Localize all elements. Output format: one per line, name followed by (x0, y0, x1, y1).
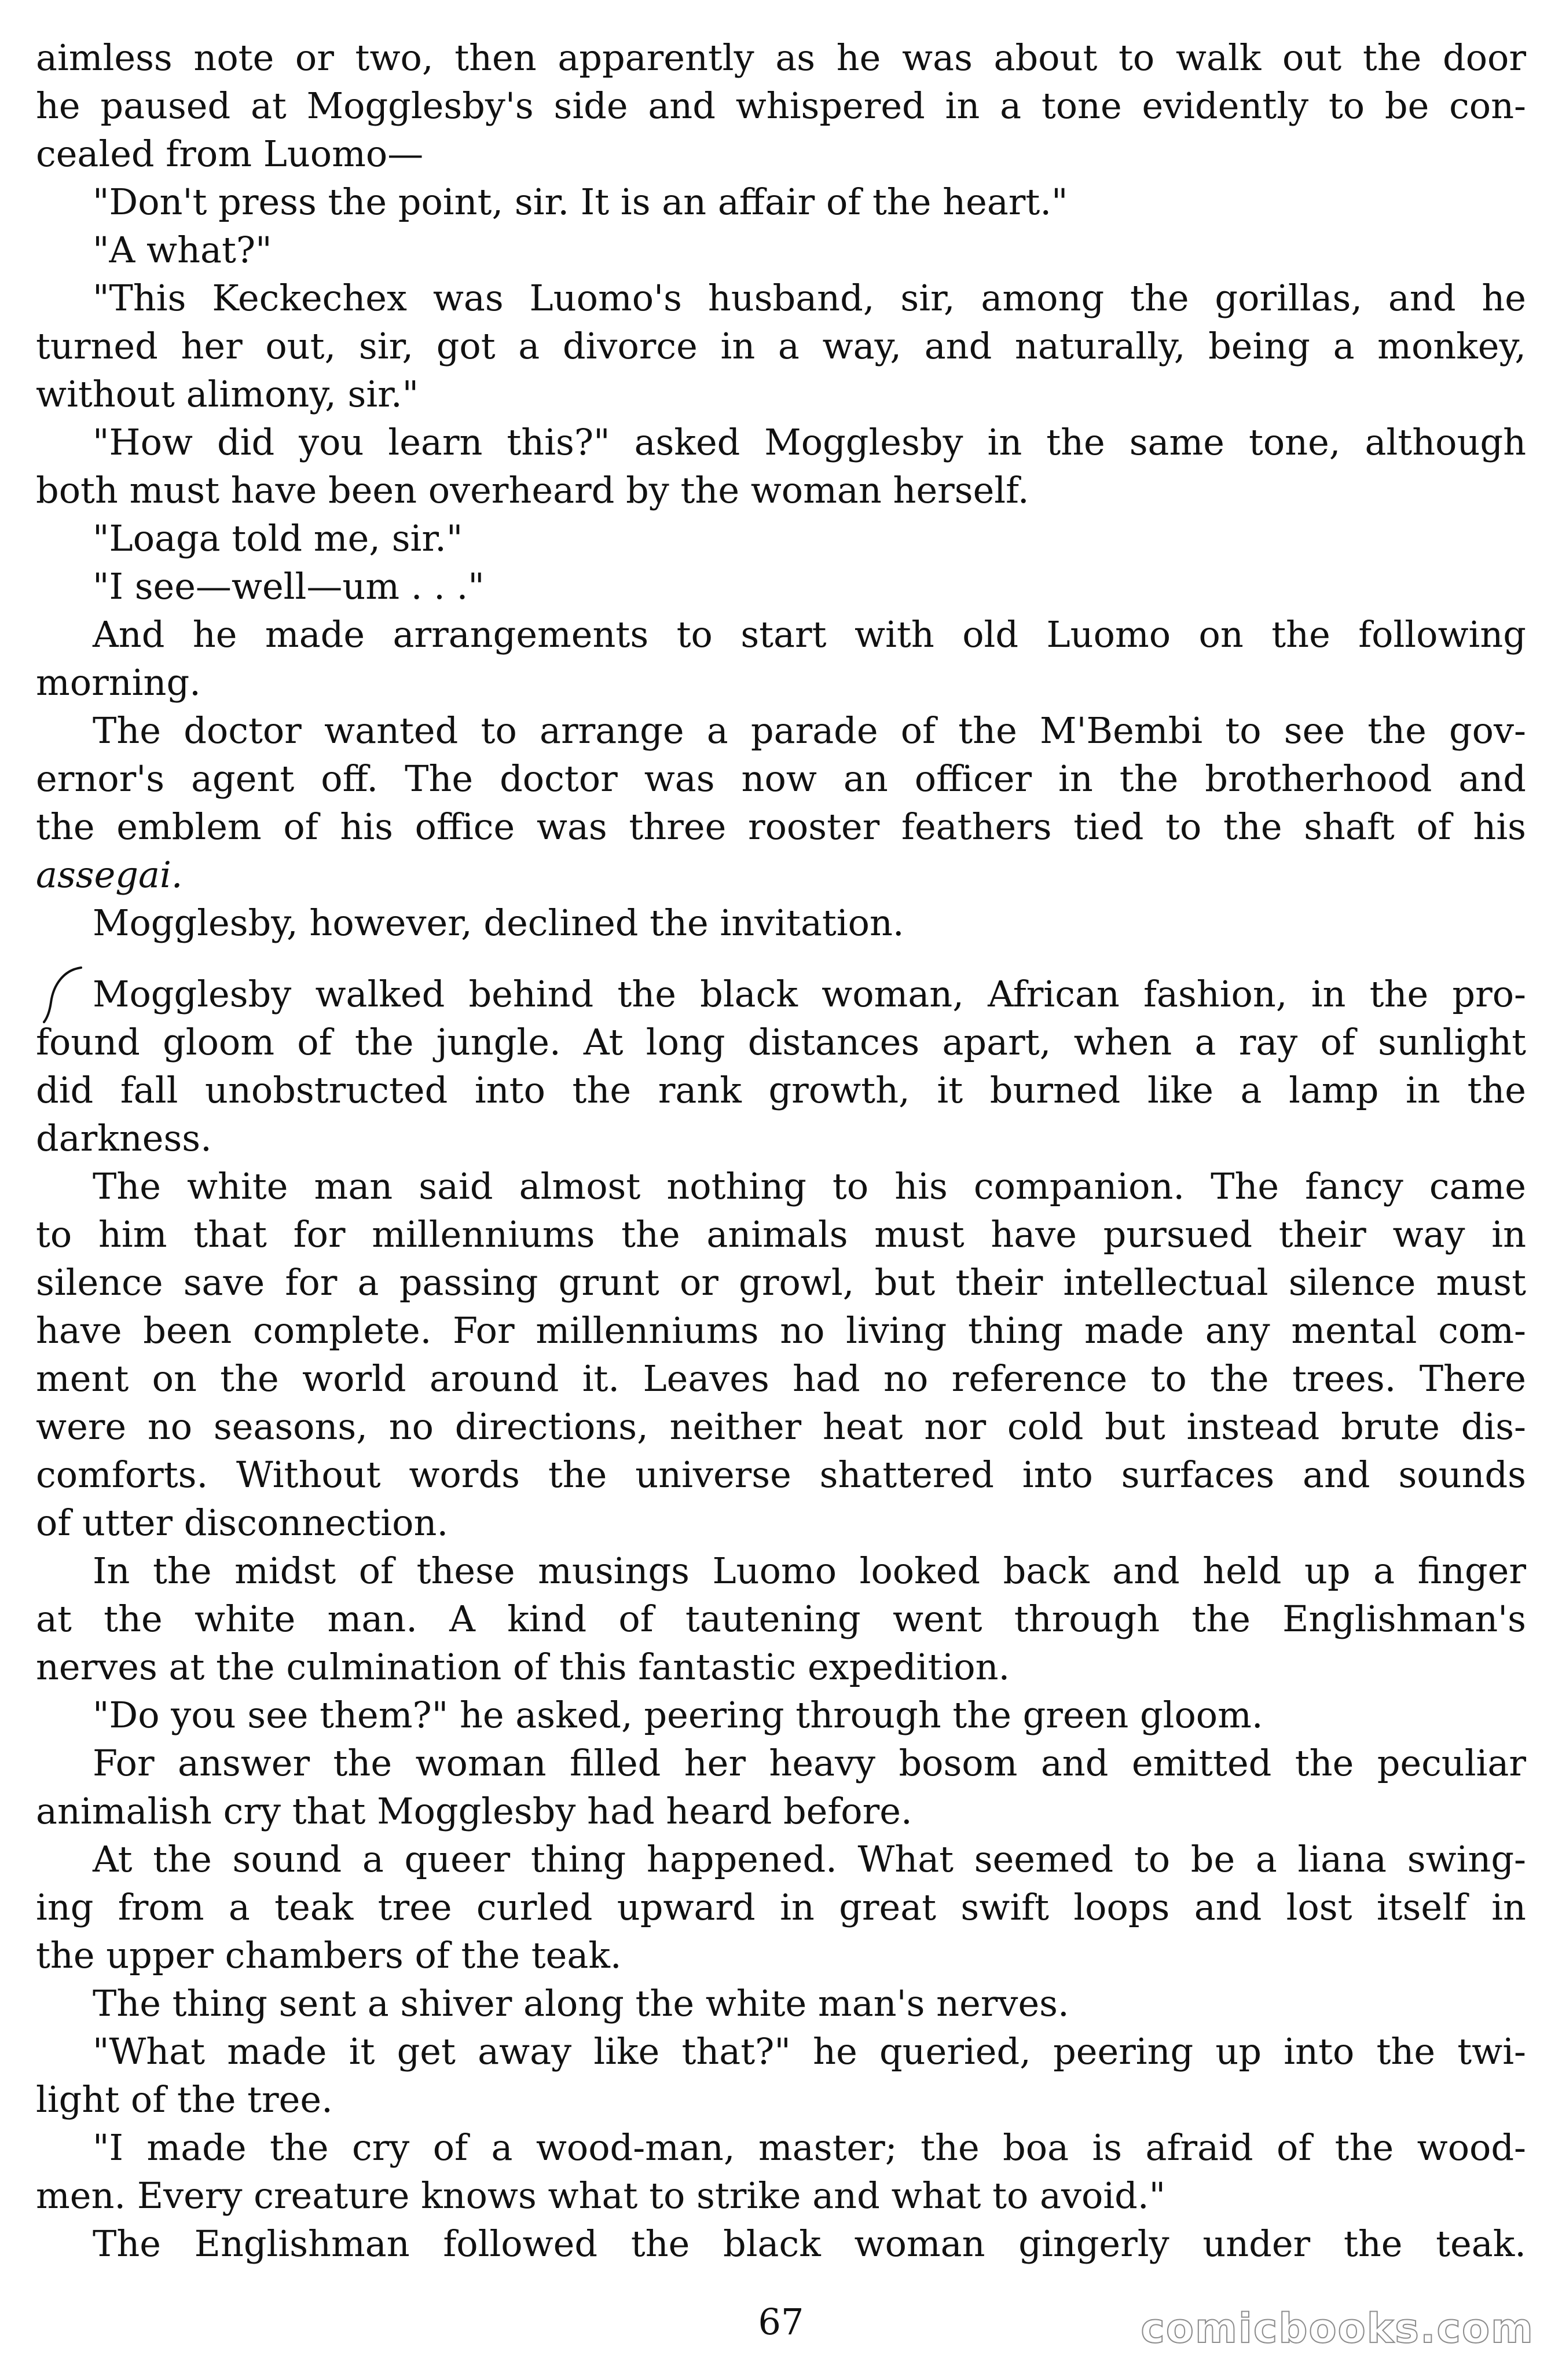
text-line: The doctor wanted to arrange a parade of the M'Bembi to see the gov- (93, 709, 1526, 752)
text-line: at the white man. A kind of tautening went through the Englishman's (36, 1598, 1526, 1640)
text-line: "A what?" (93, 229, 272, 271)
text-line: were no seasons, no directions, neither heat nor cold but instead brute dis- (36, 1405, 1526, 1448)
text-line: In the midst of these musings Luomo looked back and held up a finger (93, 1550, 1526, 1592)
text-line: the upper chambers of the teak. (36, 1934, 622, 1976)
text-line: "Don't press the point, sir. It is an affair of the heart." (93, 181, 1068, 223)
text-line: found gloom of the jungle. At long distances apart, when a ray of sunlight (36, 1021, 1526, 1063)
text-line: assegai. (36, 854, 183, 896)
text-line: both must have been overheard by the woman herself. (36, 469, 1029, 511)
text-line: ing from a teak tree curled upward in great swift loops and lost itself in (36, 1886, 1526, 1928)
text-line: without alimony, sir." (36, 373, 419, 415)
text-line: "How did you learn this?" asked Mogglesby in the same tone, although (93, 421, 1526, 463)
text-line: turned her out, sir, got a divorce in a way, and naturally, being a monkey, (36, 325, 1526, 367)
text-line: morning. (36, 661, 201, 704)
section-gap (36, 947, 1526, 970)
text-line: "This Keckechex was Luomo's husband, sir, among the gorillas, and he (93, 277, 1526, 319)
text-line: At the sound a queer thing happened. What seemed to be a liana swing- (93, 1838, 1526, 1880)
text-line: aimless note or two, then apparently as he was about to walk out the door (36, 36, 1526, 79)
text-line: And he made arrangements to start with old Luomo on the following (93, 613, 1526, 656)
section-break-mark (41, 962, 87, 1026)
text-line: Mogglesby, however, declined the invitation. (93, 902, 904, 944)
text-line: The white man said almost nothing to his companion. The fancy came (93, 1165, 1526, 1207)
text-line: "Do you see them?" he asked, peering through the green gloom. (93, 1694, 1263, 1736)
text-line: men. Every creature knows what to strike and what to avoid." (36, 2174, 1166, 2217)
text-line: "I made the cry of a wood-man, master; the boa is afraid of the wood- (93, 2126, 1526, 2169)
text-line: The Englishman followed the black woman gingerly under the teak. (93, 2222, 1526, 2265)
page-body (36, 34, 1526, 2268)
text-line: silence save for a passing grunt or growl, but their intellectual silence must (36, 1261, 1526, 1303)
text-line: For answer the woman filled her heavy bosom and emitted the peculiar (93, 1742, 1526, 1784)
text-line: cealed from Luomo— (36, 133, 424, 175)
text-line: "What made it get away like that?" he queried, peering up into the twi- (93, 2030, 1526, 2073)
text-line: nerves at the culmination of this fantastic expedition. (36, 1646, 1010, 1688)
text-line: he paused at Mogglesby's side and whispered in a tone evidently to be con- (36, 85, 1526, 127)
text-line: Mogglesby walked behind the black woman, African fashion, in the pro- (36, 970, 1526, 1018)
text-line: "Loaga told me, sir." (93, 517, 463, 559)
text-line: to him that for millenniums the animals must have pursued their way in (36, 1213, 1526, 1255)
text-line: did fall unobstructed into the rank growth, it burned like a lamp in the (36, 1069, 1526, 1111)
text-line: comforts. Without words the universe shattered into surfaces and sounds (36, 1453, 1526, 1496)
page-number: 67 (758, 2301, 804, 2343)
text-line: have been complete. For millenniums no living thing made any mental com- (36, 1309, 1526, 1352)
text-line: light of the tree. (36, 2078, 333, 2121)
text-line: animalish cry that Mogglesby had heard before. (36, 1790, 912, 1832)
text-line: of utter disconnection. (36, 1502, 449, 1544)
text-line: "I see—well—um . . ." (93, 565, 485, 607)
text-line: ment on the world around it. Leaves had no reference to the trees. There (36, 1357, 1526, 1400)
watermark-logo: comicbooks.com (1141, 2305, 1534, 2352)
text-line: ernor's agent off. The doctor was now an officer in the brotherhood and (36, 757, 1526, 800)
text-line: The thing sent a shiver along the white man's nerves. (93, 1982, 1069, 2024)
text-line: the emblem of his office was three rooster feathers tied to the shaft of his (36, 805, 1526, 848)
text-line: darkness. (36, 1117, 212, 1159)
